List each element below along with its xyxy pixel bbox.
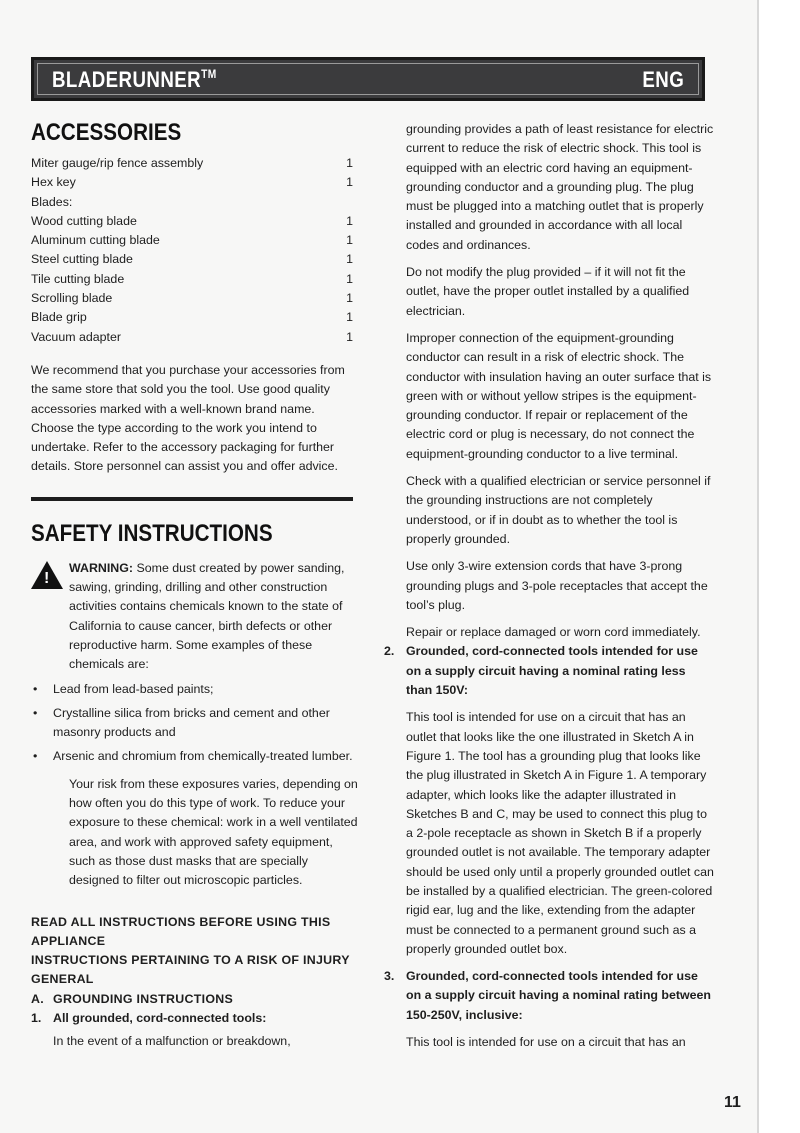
warning-triangle-icon: ! bbox=[31, 561, 63, 589]
accessory-item bbox=[31, 328, 353, 347]
read-all-instructions: READ ALL INSTRUCTIONS BEFORE USING THIS APPLIANCE bbox=[31, 914, 331, 948]
warning-text: Some dust created by power sanding, sawing, grinding, drilling and other construction activities contains chemicals known to the state of California to cause cancer, birth defects or other reproductive harm. Some examples of these chemicals are: bbox=[69, 560, 345, 672]
accessory-name: Miter gauge/rip fence assembly bbox=[31, 156, 204, 170]
general-heading: GENERAL bbox=[31, 972, 94, 987]
accessory-quantity: 1 bbox=[346, 233, 353, 248]
accessory-item bbox=[31, 154, 353, 173]
accessory-quantity: 1 bbox=[346, 175, 353, 190]
item-2-heading bbox=[384, 642, 714, 700]
grounding-paragraph-1: grounding provides a path of least resistance for electric current to reduce the risk of electric shock. This tool is equipped with an electric cord having an equipment-grounding conductor and a grounding plug. The plug must be plugged into a matching outlet that is properly installed and grounded in accordance with all local codes and ordinances. bbox=[406, 122, 714, 252]
accessories-heading: ACCESSORIES bbox=[31, 119, 182, 146]
item-2-title: Grounded, cord-connected tools intended for use on a supply circuit having a nominal rating less than 150V: bbox=[406, 644, 698, 698]
right-column bbox=[384, 120, 714, 1052]
warning-label: WARNING: bbox=[69, 560, 134, 575]
item-1-text: In the event of a malfunction or breakdown, bbox=[53, 1034, 291, 1049]
page-number: 11 bbox=[724, 1094, 741, 1111]
accessory-name: Scrolling blade bbox=[31, 291, 113, 306]
chemical-example-item: • Arsenic and chromium from chemically-treated lumber. bbox=[31, 747, 361, 766]
accessory-name: Tile cutting blade bbox=[31, 271, 125, 286]
accessory-quantity: 1 bbox=[346, 252, 353, 267]
accessory-item bbox=[31, 212, 353, 231]
warning-block bbox=[31, 559, 361, 675]
accessory-quantity: 1 bbox=[346, 213, 353, 228]
accessory-quantity: 1 bbox=[346, 291, 353, 306]
chemical-example-item: • Lead from lead-based paints; bbox=[31, 680, 361, 699]
trademark-symbol: TM bbox=[201, 67, 217, 81]
grounding-letter: A. bbox=[31, 991, 44, 1006]
safety-heading: SAFETY INSTRUCTIONS bbox=[31, 519, 273, 547]
accessory-quantity: 1 bbox=[346, 310, 353, 325]
item-1-title: All grounded, cord-connected tools: bbox=[53, 1010, 267, 1025]
grounding-title: GROUNDING INSTRUCTIONS bbox=[53, 991, 234, 1006]
accessory-item bbox=[31, 231, 353, 250]
accessory-item bbox=[31, 308, 353, 327]
exposure-risk-text: Your risk from these exposures varies, depending on how often you do this type of work. To reduce your exposure to these chemical: work in a well ventilated area, and work with approved safety equipment, such as those dust masks that are specially designed to filter out microscopic particles. bbox=[69, 776, 358, 888]
grounding-instructions-heading bbox=[31, 990, 361, 1009]
accessory-item bbox=[31, 173, 353, 192]
accessory-item bbox=[31, 289, 353, 308]
accessory-name: Steel cutting blade bbox=[31, 252, 133, 267]
left-column bbox=[31, 118, 361, 1052]
instructions-risk-heading: INSTRUCTIONS PERTAINING TO A RISK OF INJURY bbox=[31, 953, 350, 968]
chemical-example-item: • Crystalline silica from bricks and cement and other masonry products and bbox=[31, 704, 361, 743]
accessory-name: Blade grip bbox=[31, 310, 87, 325]
grounding-paragraph-4: Check with a qualified electrician or service personnel if the grounding instructions are not completely understood, or if in doubt as to whether the tool is properly grounded. bbox=[406, 474, 711, 546]
product-title bbox=[52, 67, 217, 93]
accessory-quantity: 1 bbox=[346, 271, 353, 286]
item-3-heading bbox=[384, 967, 714, 1025]
accessory-item bbox=[31, 270, 353, 289]
accessory-quantity: 1 bbox=[346, 329, 353, 344]
item-2-text: This tool is intended for use on a circuit that has an outlet that looks like the one illustrated in Sketch A in Figure 1. The tool has a grounding plug that looks like the plug illustrated in Sketch A in Figure 1. A temporary adapter, which looks like the adapter illustrated in Sketches B and C, may be used to connect this plug to a 2-pole receptacle as shown in Sketch B if a properly grounded outlet is not available. The temporary adapter should be used only until a properly grounded outlet can be installed by a qualified electrician. The green-colored rigid ear, lug and the like, extending from the adapter must be connected to a permanent ground such as a properly grounded outlet box. bbox=[406, 710, 714, 956]
item-3-title: Grounded, cord-connected tools intended for use on a supply circuit having a nominal rating between 150-250V, inclusive: bbox=[406, 969, 711, 1022]
accessory-name: Aluminum cutting blade bbox=[31, 233, 160, 248]
grounding-paragraph-5: Use only 3-wire extension cords that have 3-prong grounding plugs and 3-pole receptacles that accept the tool’s plug. bbox=[406, 559, 708, 612]
accessory-item bbox=[31, 250, 353, 269]
accessory-name: Hex key bbox=[31, 175, 76, 190]
accessory-quantity: 1 bbox=[346, 156, 353, 170]
item-3-number: 3. bbox=[384, 969, 395, 984]
header-banner bbox=[31, 57, 705, 101]
accessory-name: Wood cutting blade bbox=[31, 213, 137, 228]
product-name: BLADERUNNER bbox=[52, 67, 202, 92]
item-1-number: 1. bbox=[31, 1010, 42, 1025]
accessory-name: Vacuum adapter bbox=[31, 329, 122, 344]
item-1-heading bbox=[31, 1009, 361, 1028]
grounding-paragraph-3: Improper connection of the equipment-grounding conductor can result in a risk of electric shock. The conductor with insulation having an outer surface that is green with or without yellow stripes is the equipment-grounding conductor. If repair or replacement of the electric cord or plug is necessary, do not connect the equipment-grounding conductor to a live terminal. bbox=[406, 330, 712, 461]
accessory-name: Blades: bbox=[31, 194, 73, 209]
grounding-paragraph-6: Repair or replace damaged or worn cord immediately. bbox=[406, 625, 701, 640]
accessory-item bbox=[31, 193, 353, 212]
chemical-examples-list bbox=[31, 680, 361, 767]
item-2-number: 2. bbox=[384, 644, 395, 659]
grounding-paragraph-2: Do not modify the plug provided – if it will not fit the outlet, have the proper outlet installed by a qualified electrician. bbox=[406, 265, 690, 318]
language-code: ENG bbox=[642, 67, 684, 92]
section-divider bbox=[31, 497, 353, 501]
accessories-recommendation: We recommend that you purchase your accessories from the same store that sold you the tool. Use good quality accessories marked with a well-known brand name. Choose the type according to the work you intend to undertake. Refer to the accessory packaging for further details. Store personnel can assist you and offer advice. bbox=[31, 362, 345, 474]
accessories-list bbox=[31, 154, 361, 347]
item-3-text: This tool is intended for use on a circuit that has an bbox=[406, 1035, 686, 1050]
